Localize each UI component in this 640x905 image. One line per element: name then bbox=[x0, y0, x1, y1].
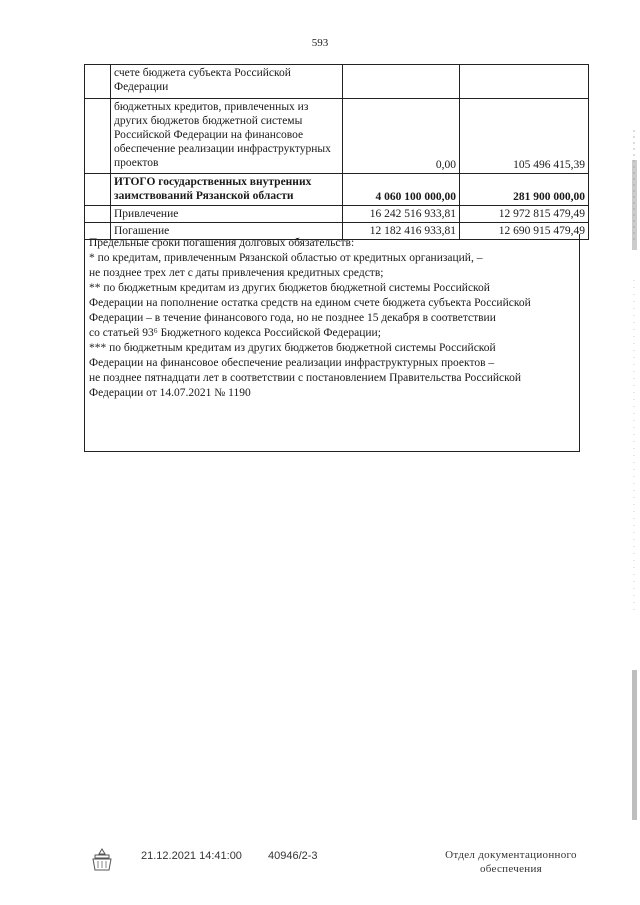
notes-line: *** по бюджетным кредитам из других бюджетов бюджетной системы Российской bbox=[89, 342, 496, 354]
document-code: 40946/2-3 bbox=[268, 850, 318, 862]
index-cell bbox=[85, 206, 111, 223]
row-label: счете бюджета субъекта Российской Федерации bbox=[111, 65, 343, 99]
notes-line: ** по бюджетным кредитам из других бюджетов бюджетной системы Российской bbox=[89, 282, 490, 294]
value-cell: 12 972 815 479,49 bbox=[460, 206, 589, 223]
print-timestamp: 21.12.2021 14:41:00 bbox=[141, 850, 242, 862]
value-cell: 105 496 415,39 bbox=[460, 99, 589, 174]
notes-line: не позднее пятнадцати лет в соответствии с постановлением Правительства Российской bbox=[89, 372, 522, 384]
table-row bbox=[85, 99, 589, 174]
emblem-icon bbox=[88, 846, 116, 874]
row-label: бюджетных кредитов, привлеченных из других бюджетов бюджетной системы Российской Федерации на финансовое обеспечение реализации инфраструктурных проектов bbox=[111, 99, 343, 174]
value-cell: 0,00 bbox=[343, 99, 460, 174]
value-cell bbox=[460, 65, 589, 99]
notes-line: Федерации от 14.07.2021 № 1190 bbox=[89, 387, 251, 399]
table-row bbox=[85, 174, 589, 206]
notes-line: со статьей 93⁶ Бюджетного кодекса Российской Федерации; bbox=[89, 327, 381, 339]
value-cell: 281 900 000,00 bbox=[460, 174, 589, 206]
value-cell: 16 242 516 933,81 bbox=[343, 206, 460, 223]
notes-line: Федерации на пополнение остатка средств на едином счете бюджета субъекта Российской bbox=[89, 297, 531, 309]
department-line: Отдел документационного bbox=[445, 849, 577, 861]
repayment-terms-notes bbox=[84, 234, 580, 452]
department-line: обеспечения bbox=[479, 863, 543, 875]
value-cell: 12 182 416 933,81 bbox=[343, 223, 460, 240]
index-cell bbox=[85, 99, 111, 174]
notes-line: не позднее трех лет с даты привлечения кредитных средств; bbox=[89, 267, 384, 279]
notes-heading: Предельные сроки погашения долговых обязательств: bbox=[89, 237, 355, 249]
row-label: Погашение bbox=[111, 223, 343, 240]
borrowing-table bbox=[84, 64, 589, 240]
notes-line: * по кредитам, привлеченным Рязанской областью от кредитных организаций, – bbox=[89, 252, 483, 264]
notes-line: Федерации – в течение финансового года, но не позднее 15 декабря в соответствии bbox=[89, 312, 496, 324]
scan-edge-marks bbox=[630, 130, 638, 830]
notes-line: Федерации на финансовое обеспечение реализации инфраструктурных проектов – bbox=[89, 357, 495, 369]
row-label: Привлечение bbox=[111, 206, 343, 223]
page-number: 593 bbox=[311, 37, 329, 49]
index-cell bbox=[85, 65, 111, 99]
value-cell bbox=[343, 65, 460, 99]
table-row bbox=[85, 206, 589, 223]
table-row bbox=[85, 65, 589, 99]
value-cell: 12 690 915 479,49 bbox=[460, 223, 589, 240]
department-stamp bbox=[436, 848, 586, 876]
index-cell bbox=[85, 174, 111, 206]
row-label: ИТОГО государственных внутренних заимствований Рязанской области bbox=[111, 174, 343, 206]
value-cell: 4 060 100 000,00 bbox=[343, 174, 460, 206]
